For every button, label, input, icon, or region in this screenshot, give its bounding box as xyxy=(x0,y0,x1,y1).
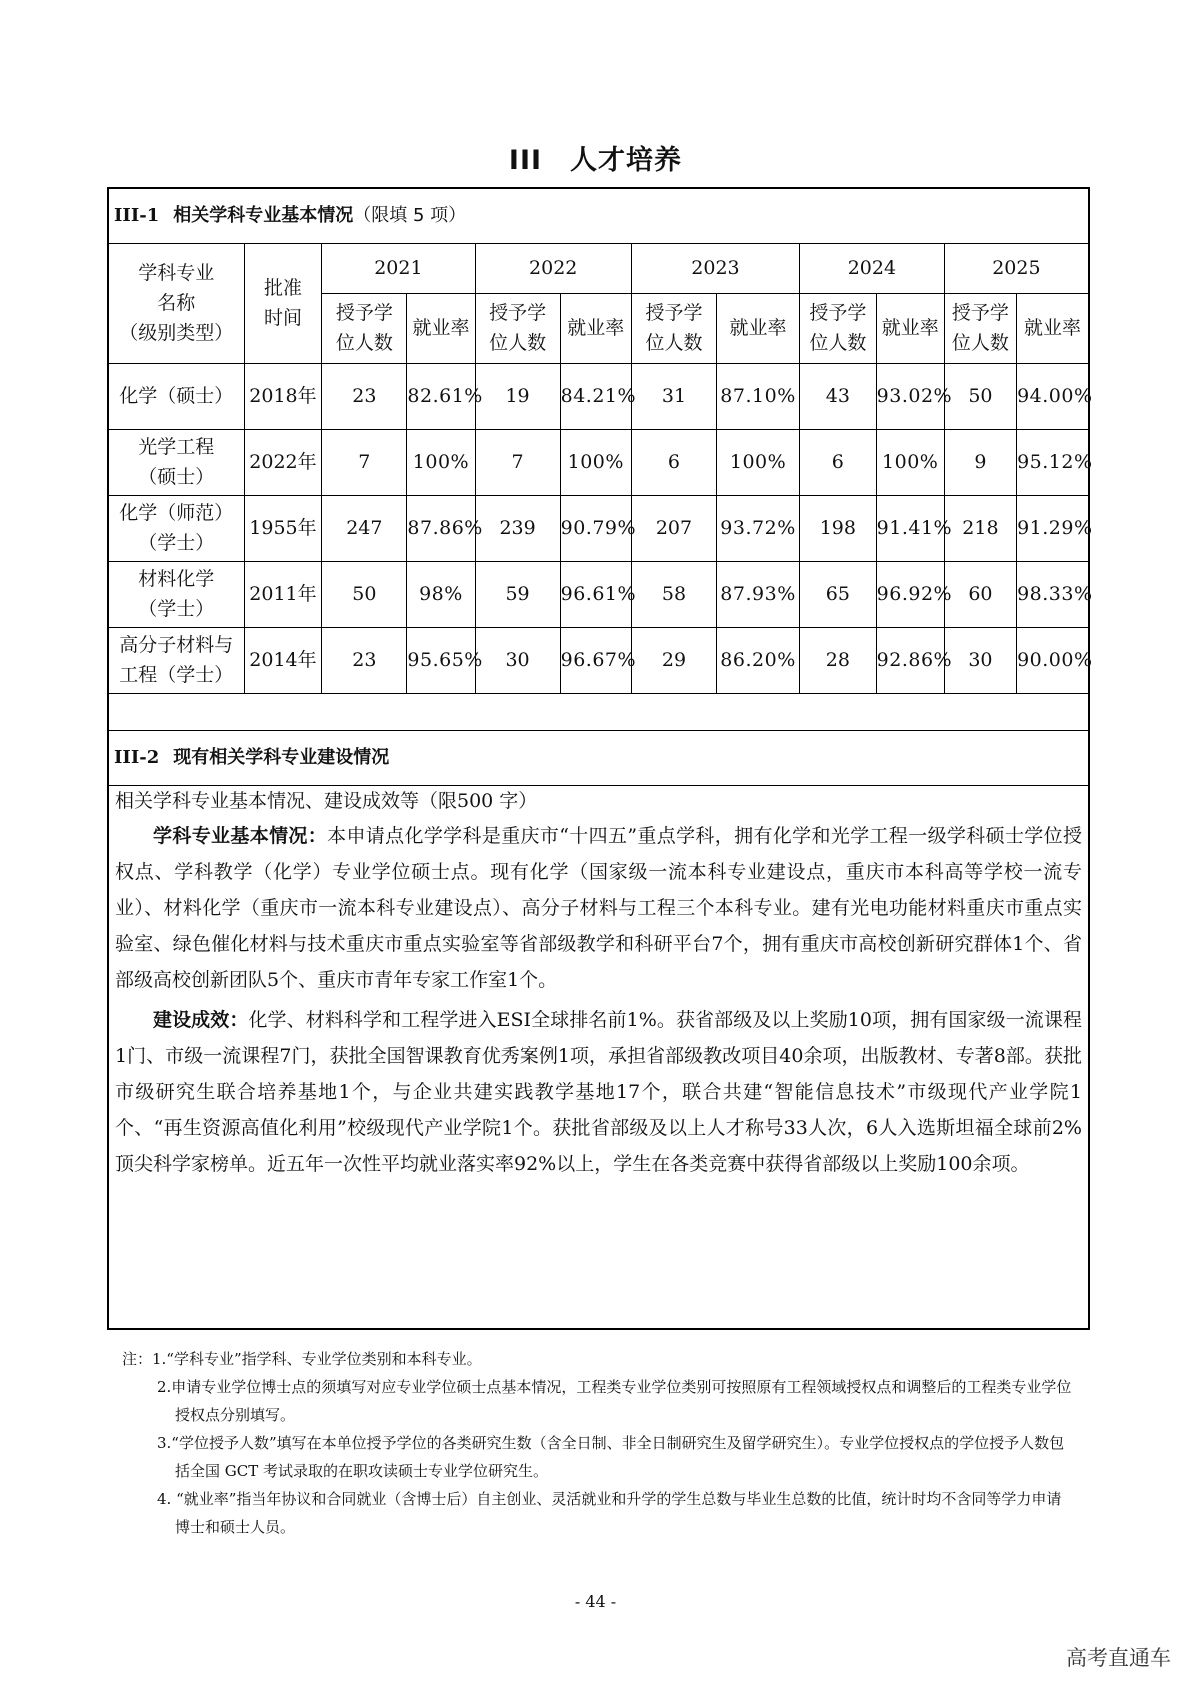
section2-intro: 相关学科专业基本情况、建设成效等（限500 字） xyxy=(115,790,538,812)
section1-title: 相关学科专业基本情况 xyxy=(173,205,354,226)
header-degree-count xyxy=(631,293,716,363)
approval-year: 2014年 xyxy=(244,627,322,693)
header-degree-line: 位人数 xyxy=(809,332,867,354)
degree-count-cell: 9 xyxy=(944,429,1016,495)
degree-count-cell: 58 xyxy=(631,561,716,627)
degree-count-cell: 198 xyxy=(800,495,877,561)
table-row xyxy=(109,363,1088,429)
subject-name xyxy=(109,429,244,495)
header-employment-rate: 就业率 xyxy=(1017,293,1088,363)
header-degree-line: 位人数 xyxy=(951,332,1009,354)
employment-rate-cell: 94.00% xyxy=(1017,363,1088,429)
degree-count-cell: 6 xyxy=(631,429,716,495)
subject-name-line: 工程（学士） xyxy=(119,664,234,686)
header-degree-line: 授予学 xyxy=(809,302,867,324)
header-subject xyxy=(109,243,244,363)
header-approval-line: 批准 xyxy=(263,276,302,299)
degree-count-cell: 65 xyxy=(800,561,877,627)
employment-rate-cell: 87.93% xyxy=(717,561,800,627)
subject-name-line: 高分子材料与 xyxy=(119,634,234,656)
degree-count-cell: 23 xyxy=(322,627,407,693)
note-item: 3.“学位授予人数”填写在本单位授予学位的各类研究生数（含全日制、非全日制研究生及留学研究生）。专业学位授权点的学位授予人数包括全国 GCT 考试录取的在职攻读硕士专业学位研究生。 xyxy=(157,1434,1065,1480)
degree-count-cell: 50 xyxy=(944,363,1016,429)
header-degree-count xyxy=(322,293,407,363)
header-approval-line: 时间 xyxy=(263,306,302,329)
subject-name-line: （学士） xyxy=(138,598,215,620)
degree-count-cell: 23 xyxy=(322,363,407,429)
header-degree-line: 位人数 xyxy=(335,332,393,354)
employment-rate-cell: 90.00% xyxy=(1017,627,1088,693)
paragraph-text: 化学、材料科学和工程学进入ESI全球排名前1%。获省部级及以上奖励10项，拥有国家级一流课程1门、市级一流课程7门，获批全国智课教育优秀案例1项，承担省部级教改项目40余项，出版教材、专著8部。获批市级研究生联合培养基地1个，与企业共建实践教学基地17个，联合共建“智能信息技术”市级现代产业学院1个、“再生资源高值化利用”校级现代产业学院1个。获批省部级及以上人才称号33人次，6人入选斯坦福全球前2%顶尖科学家榜单。近五年一次性平均就业落实率92%以上，学生在各类竞赛中获得省部级以上奖励100余项。 xyxy=(115,1009,1082,1175)
degree-count-cell: 60 xyxy=(944,561,1016,627)
subject-name-line: 化学（师范） xyxy=(119,502,234,524)
header-degree-line: 授予学 xyxy=(645,302,703,324)
employment-rate-cell: 90.79% xyxy=(560,495,631,561)
table-row xyxy=(109,561,1088,627)
paragraph-basic xyxy=(115,818,1082,998)
subject-name-line: 材料化学 xyxy=(138,568,215,590)
employment-rate-cell: 95.65% xyxy=(407,627,475,693)
degree-count-cell: 7 xyxy=(322,429,407,495)
subject-table xyxy=(109,243,1093,694)
employment-rate-cell: 87.86% xyxy=(407,495,475,561)
table-row xyxy=(109,627,1088,693)
paragraph-label: 学科专业基本情况： xyxy=(153,825,328,847)
table-row xyxy=(109,429,1088,495)
notes xyxy=(122,1345,1072,1541)
employment-rate-cell: 100% xyxy=(560,429,631,495)
paragraph-achievements xyxy=(115,1002,1082,1182)
section2-header xyxy=(109,730,1088,786)
employment-rate-cell: 93.02% xyxy=(876,363,944,429)
header-degree-line: 授予学 xyxy=(489,302,547,324)
employment-rate-cell: 98.33% xyxy=(1017,561,1088,627)
employment-rate-cell: 96.67% xyxy=(560,627,631,693)
header-subject-line: （级别类型） xyxy=(119,321,234,344)
degree-count-cell: 239 xyxy=(475,495,560,561)
degree-count-cell: 247 xyxy=(322,495,407,561)
employment-rate-cell: 92.86% xyxy=(876,627,944,693)
header-subject-line: 名称 xyxy=(157,291,196,314)
subject-name-line: 化学（硕士） xyxy=(119,385,234,407)
employment-rate-cell: 96.61% xyxy=(560,561,631,627)
employment-rate-cell: 96.92% xyxy=(876,561,944,627)
header-year: 2021 xyxy=(322,243,475,293)
degree-count-cell: 29 xyxy=(631,627,716,693)
page-number: - 44 - xyxy=(574,1592,617,1611)
approval-year: 2018年 xyxy=(244,363,322,429)
degree-count-cell: 28 xyxy=(800,627,877,693)
header-employment-rate: 就业率 xyxy=(560,293,631,363)
header-subject-line: 学科专业 xyxy=(138,261,215,284)
header-degree-line: 授予学 xyxy=(951,302,1009,324)
degree-count-cell: 207 xyxy=(631,495,716,561)
employment-rate-cell: 82.61% xyxy=(407,363,475,429)
header-degree-line: 位人数 xyxy=(489,332,547,354)
note-item: 注：1.“学科专业”指学科、专业学位类别和本科专业。 xyxy=(122,1350,482,1368)
note-item: 4. “就业率”指当年协议和合同就业（含博士后）自主创业、灵活就业和升学的学生总数与毕业生总数的比值，统计时均不含同等学力申请博士和硕士人员。 xyxy=(157,1490,1062,1536)
degree-count-cell: 31 xyxy=(631,363,716,429)
employment-rate-cell: 100% xyxy=(876,429,944,495)
header-employment-rate: 就业率 xyxy=(407,293,475,363)
header-year: 2025 xyxy=(944,243,1088,293)
subject-name xyxy=(109,627,244,693)
degree-count-cell: 218 xyxy=(944,495,1016,561)
subject-name-line: （学士） xyxy=(138,532,215,554)
employment-rate-cell: 84.21% xyxy=(560,363,631,429)
note-item: 2.申请专业学位博士点的须填写对应专业学位硕士点基本情况，工程类专业学位类别可按照原有工程领域授权点和调整后的工程类专业学位授权点分别填写。 xyxy=(157,1378,1072,1424)
header-degree-count xyxy=(475,293,560,363)
subject-name xyxy=(109,495,244,561)
section1-limit: （限填 5 项） xyxy=(353,205,467,226)
degree-count-cell: 50 xyxy=(322,561,407,627)
section2-body xyxy=(115,786,1082,1186)
header-approval xyxy=(244,243,322,363)
degree-count-cell: 30 xyxy=(475,627,560,693)
employment-rate-cell: 100% xyxy=(407,429,475,495)
employment-rate-cell: 86.20% xyxy=(717,627,800,693)
degree-count-cell: 7 xyxy=(475,429,560,495)
employment-rate-cell: 95.12% xyxy=(1017,429,1088,495)
form-frame xyxy=(107,187,1093,1330)
approval-year: 2011年 xyxy=(244,561,322,627)
header-employment-rate: 就业率 xyxy=(717,293,800,363)
header-degree-line: 位人数 xyxy=(645,332,703,354)
paragraph-label: 建设成效： xyxy=(153,1009,249,1031)
employment-rate-cell: 98% xyxy=(407,561,475,627)
section2-title: 现有相关学科专业建设情况 xyxy=(173,747,390,768)
employment-rate-cell: 91.41% xyxy=(876,495,944,561)
employment-rate-cell: 100% xyxy=(717,429,800,495)
watermark-text: 高考直通车 xyxy=(1066,1646,1171,1670)
subject-name xyxy=(109,363,244,429)
degree-count-cell: 6 xyxy=(800,429,877,495)
section1-header xyxy=(109,189,1088,244)
header-year: 2024 xyxy=(800,243,945,293)
employment-rate-cell: 87.10% xyxy=(717,363,800,429)
header-degree-count xyxy=(944,293,1016,363)
employment-rate-cell: 91.29% xyxy=(1017,495,1088,561)
section2-number: III-2 xyxy=(114,747,160,768)
degree-count-cell: 19 xyxy=(475,363,560,429)
degree-count-cell: 30 xyxy=(944,627,1016,693)
subject-name xyxy=(109,561,244,627)
employment-rate-cell: 93.72% xyxy=(717,495,800,561)
header-employment-rate: 就业率 xyxy=(876,293,944,363)
subject-name-line: 光学工程 xyxy=(138,436,215,458)
header-year: 2022 xyxy=(475,243,631,293)
table-row xyxy=(109,495,1088,561)
header-degree-count xyxy=(800,293,877,363)
subject-name-line: （硕士） xyxy=(138,466,215,488)
header-year: 2023 xyxy=(631,243,799,293)
section1-number: III-1 xyxy=(114,205,160,226)
page-title: III 人才培养 xyxy=(508,145,683,176)
paragraph-text: 本申请点化学学科是重庆市“十四五”重点学科，拥有化学和光学工程一级学科硕士学位授权点、学科教学（化学）专业学位硕士点。现有化学（国家级一流本科专业建设点，重庆市本科高等学校一流专业）、材料化学（重庆市一流本科专业建设点）、高分子材料与工程三个本科专业。建有光电功能材料重庆市重点实验室、绿色催化材料与技术重庆市重点实验室等省部级教学和科研平台7个，拥有重庆市高校创新研究群体1个、省部级高校创新团队5个、重庆市青年专家工作室1个。 xyxy=(115,825,1082,991)
approval-year: 2022年 xyxy=(244,429,322,495)
header-degree-line: 授予学 xyxy=(335,302,393,324)
degree-count-cell: 43 xyxy=(800,363,877,429)
degree-count-cell: 59 xyxy=(475,561,560,627)
approval-year: 1955年 xyxy=(244,495,322,561)
